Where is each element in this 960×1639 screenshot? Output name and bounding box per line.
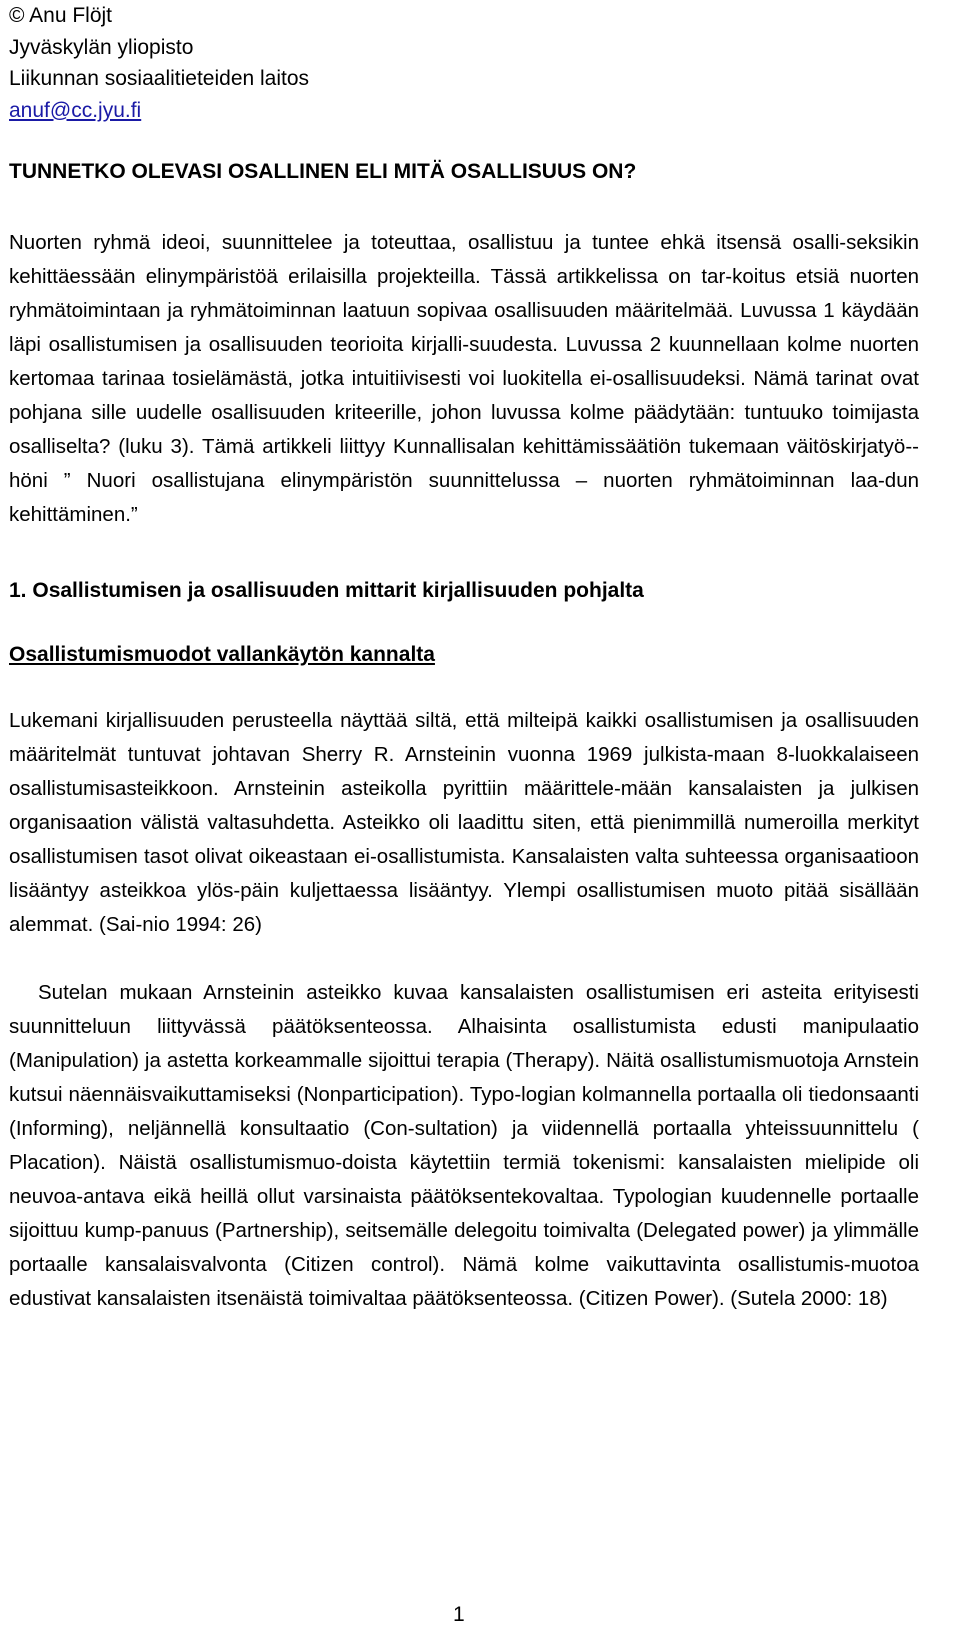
body-paragraph-2: Sutelan mukaan Arnsteinin asteikko kuvaa kansalaisten osallistumisen eri asteita erityisesti suunnitteluun liittyvässä päätöksenteossa. Alhaisinta osallistumista edusti manipulaatio (Manipulation) ja astetta korkeammalle sijoittui terapia (Therapy). Näitä osallistumismuotoja Arnstein kutsui näennäisvaikuttamiseksi (Nonparticipation). Typo-logian kolmannella portaalla oli tiedonsaanti (Informing), neljännellä konsultaatio (Con-sultation) ja viidennellä portaalla yhteissuunnittelu ( Placation). Näistä osallistumismuo-doista käytettiin termiä tokenismi: kansalaisten mielipide oli neuvoa-antava eikä heillä ollut varsinaista päätöksentekovaltaa. Typologian kuudennelle portaalle sijoittuu kump-panuus (Partnership), seitsemälle delegoitu toimivalta (Delegated power) ja ylimmälle portaalle kansalaisvalvonta (Citizen control). Nämä kolme vaikuttavinta osallistumis-muotoa edustivat kansalaisten itsenäistä toimivaltaa päätöksenteossa. (Citizen Power). (Sutela 2000: 18) [9, 981, 919, 1310]
author-email-link[interactable]: anuf@cc.jyu.fi [9, 98, 142, 122]
page-number: 1 [453, 1603, 465, 1626]
section-number: 1. [9, 579, 27, 602]
subsection-heading: Osallistumismuodot vallankäytön kannalta [9, 643, 435, 666]
section-title: Osallistumisen ja osallisuuden mittarit kirjallisuuden pohjalta [32, 579, 644, 602]
department-name: Liikunnan sosiaalitieteiden laitos [9, 67, 310, 90]
body-paragraph-1: Lukemani kirjallisuuden perusteella näyttää siltä, että milteipä kaikki osallistumisen ja osallisuuden määritelmät tuntuvat johtavan Sherry R. Arnsteinin vuonna 1969 julkista-maan 8-luokkalaiseen osallistumisasteikkoon. Arnsteinin asteikolla pyrittiin määrittele-mään kansalaisten ja julkisen organisaation välistä valtasuhdetta. Asteikko oli laadittu siten, että pienimmillä numeroilla merkityt osallistumisen tasot olivat oikeastaan ei-osallistumista. Kansalaisten valta suhteessa organisaatioon lisääntyy asteikkoa ylös-päin kuljettaessa lisääntyy. Ylempi osallistumisen muoto pitää sisällään alemmat. (Sai-nio 1994: 26) [9, 709, 919, 936]
section-heading [9, 579, 644, 603]
author-name: © Anu Flöjt [9, 4, 113, 27]
author-info [9, 0, 309, 126]
university-name: Jyväskylän yliopisto [9, 35, 194, 59]
article-title: TUNNETKO OLEVASI OSALLINEN ELI MITÄ OSALLISUUS ON? [9, 160, 637, 183]
intro-paragraph: Nuorten ryhmä ideoi, suunnittelee ja toteuttaa, osallistuu ja tuntee ehkä itsensä osalli-seksikin kehittäessään elinympäristöä erilaisilla projekteilla. Tässä artikkelissa on tar-koitus etsiä nuorten ryhmätoimintaan ja ryhmätoiminnan laatuun sopivaa osallisuuden määritelmää. Luvussa 1 käydään läpi osallistumisen ja osallisuuden teorioita kirjalli-suudesta. Luvussa 2 kuunnellaan kolme nuorten kertomaa tarinaa tosielämästä, jotka intuitiivisesti voi luokitella ei-osallisuudeksi. Nämä tarinat ovat pohjana sille uudelle osallisuuden kriteerille, johon luvussa kolme päädytään: tuntuuko toimijasta osalliselta? (luku 3). Tämä artikkeli liittyy Kunnallisalan kehittämissäätiön tukemaan väitöskirjatyö-höni ” Nuori osallistujana elinympäristön suunnittelussa – nuorten ryhmätoiminnan laa-dun kehittäminen.” [9, 231, 919, 526]
